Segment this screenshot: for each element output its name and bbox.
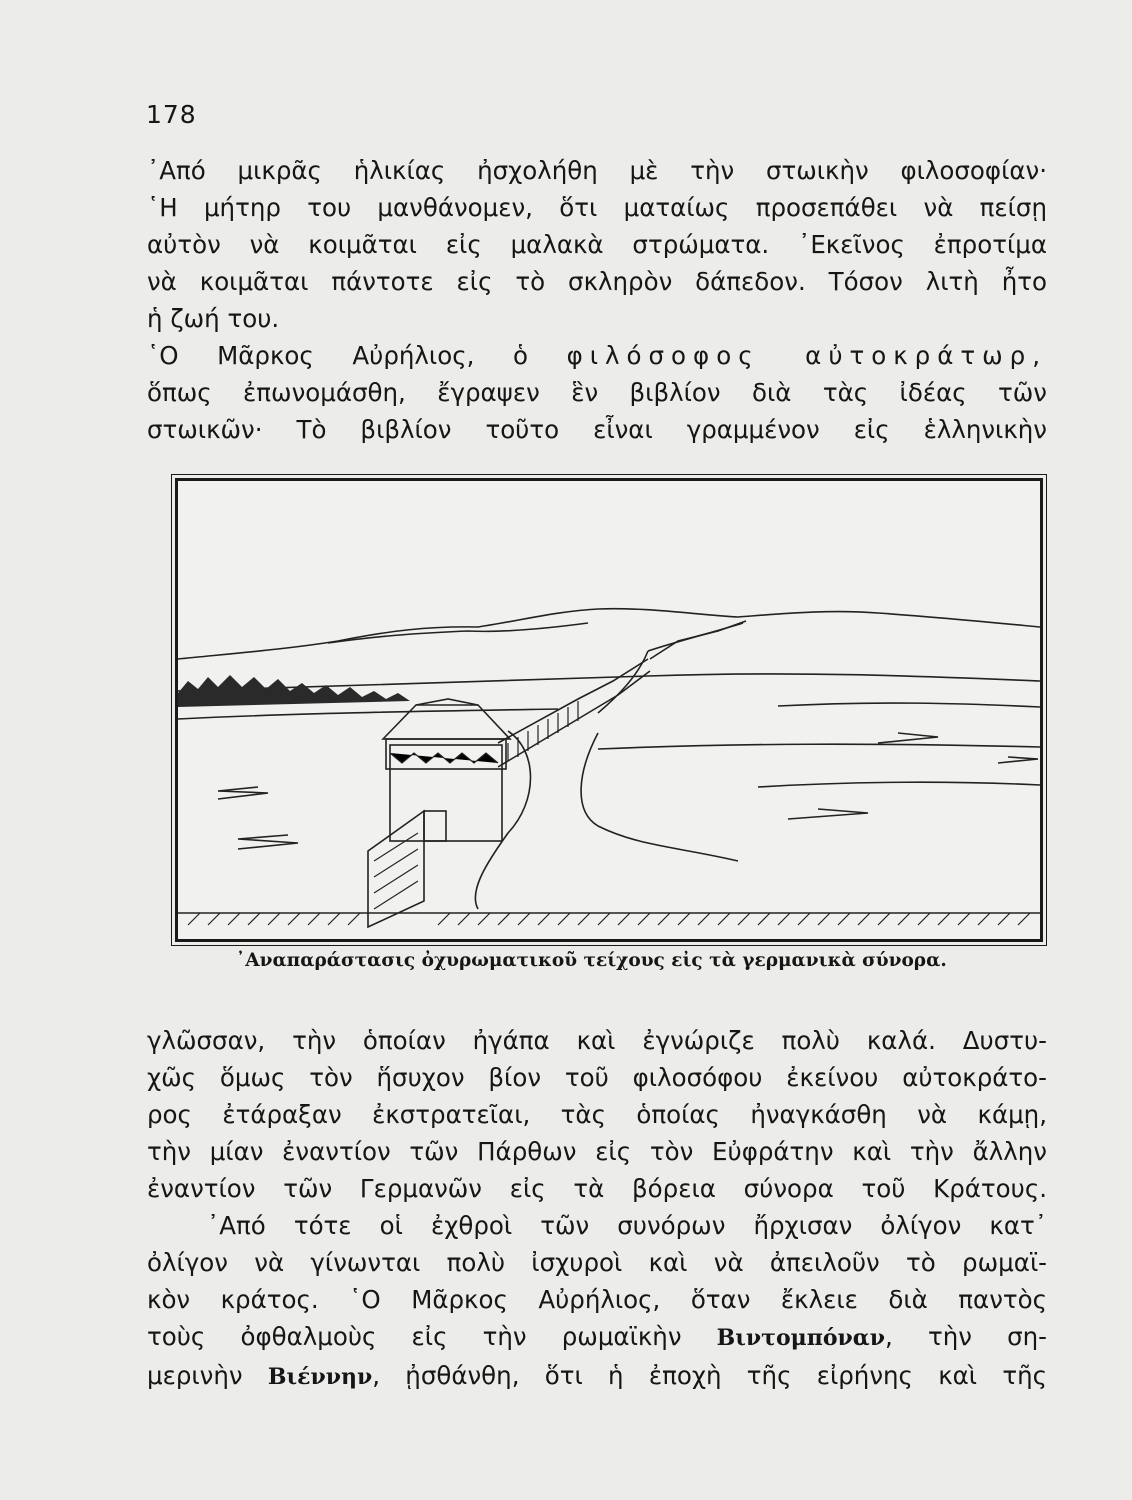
figure-caption: ᾿Αναπαράστασις ὀχυρωματικοῦ τείχους εἰς τὰ γερμανικὰ σύνορα. [236,950,947,971]
text-line-end: , ᾐσθάνθη, ὅτι ἡ ἐποχὴ τῆς εἰρήνης καὶ τῆς [372,1361,1047,1390]
place-name-vindobona: Βιντομπόναν [716,1325,885,1351]
text-line: χῶς ὅμως τὸν ἥσυχον βίον τοῦ φιλοσόφου ἐκείνου αὐτοκράτο- [147,1063,1047,1092]
text-line: στωικῶν· Τὸ βιβλίον τοῦτο εἶναι γραμμένον εἰς ἑλληνικὴν [147,415,1047,444]
top-paragraphs [147,152,1047,448]
text-line: ῾Η μήτηρ του μανθάνομεν, ὅτι ματαίως προσεπάθει νὰ πείσῃ [147,193,1047,222]
bottom-paragraphs [147,1022,1047,1396]
text-line [147,1318,1047,1357]
text-line-start: τοὺς ὀφθαλμοὺς εἰς τὴν ρωμαϊκὴν [147,1322,717,1351]
spaced-emphasis: φιλόσοφος αὐτοκράτωρ, [566,341,1047,370]
text-line: ρος ἐτάραξαν ἐκστρατεῖαι, τὰς ὁποίας ἠναγκάσθη νὰ κάμῃ, [147,1100,1047,1129]
fortification-illustration [175,478,1043,942]
illustration-drawing [178,481,1040,939]
text-line: ᾿Από μικρᾶς ἡλικίας ἠσχολήθη μὲ τὴν στωικὴν φιλοσοφίαν· [147,156,1047,185]
text-line: νὰ κοιμᾶται πάντοτε εἰς τὸ σκληρὸν δάπεδον. Τόσον λιτὴ ἦτο [147,267,1047,296]
text-line: ὀλίγον νὰ γίνωνται πολὺ ἰσχυροὶ καὶ νὰ ἀπειλοῦν τὸ ρωμαϊ- [147,1248,1047,1277]
text-line [147,1357,1047,1396]
text-line-end: , τὴν ση- [885,1322,1047,1351]
text-line: αὐτὸν νὰ κοιμᾶται εἰς μαλακὰ στρώματα. ᾿Εκεῖνος ἐπροτίμα [147,230,1047,259]
text-line: κὸν κράτος. ῾Ο Μᾶρκος Αὐρήλιος, ὅταν ἔκλειε διὰ παντὸς [147,1285,1047,1314]
text-line: γλῶσσαν, τὴν ὁποίαν ἠγάπα καὶ ἐγνώριζε πολὺ καλά. Δυστυ- [147,1026,1047,1055]
text-line: ᾿Από τότε οἱ ἐχθροὶ τῶν συνόρων ἤρχισαν ὀλίγον κατ᾿ [207,1211,1047,1240]
text-line: ἐναντίον τῶν Γερμανῶν εἰς τὰ βόρεια σύνορα τοῦ Κράτους. [147,1174,1047,1203]
place-name-vienna: Βιέννην [267,1364,373,1390]
text-line [147,337,1047,374]
text-line: ὅπως ἐπωνομάσθη, ἔγραψεν ἓν βιβλίον διὰ τὰς ἰδέας τῶν [147,378,1047,407]
text-line-start: μερινὴν [147,1361,268,1390]
text-line-start: ῾Ο Μᾶρκος Αὐρήλιος, ὁ [147,341,567,370]
text-line: ἡ ζωή του. [147,304,280,333]
page-number: 178 [146,100,197,129]
text-line: τὴν μίαν ἐναντίον τῶν Πάρθων εἰς τὸν Εὐφράτην καὶ τὴν ἄλλην [147,1137,1047,1166]
